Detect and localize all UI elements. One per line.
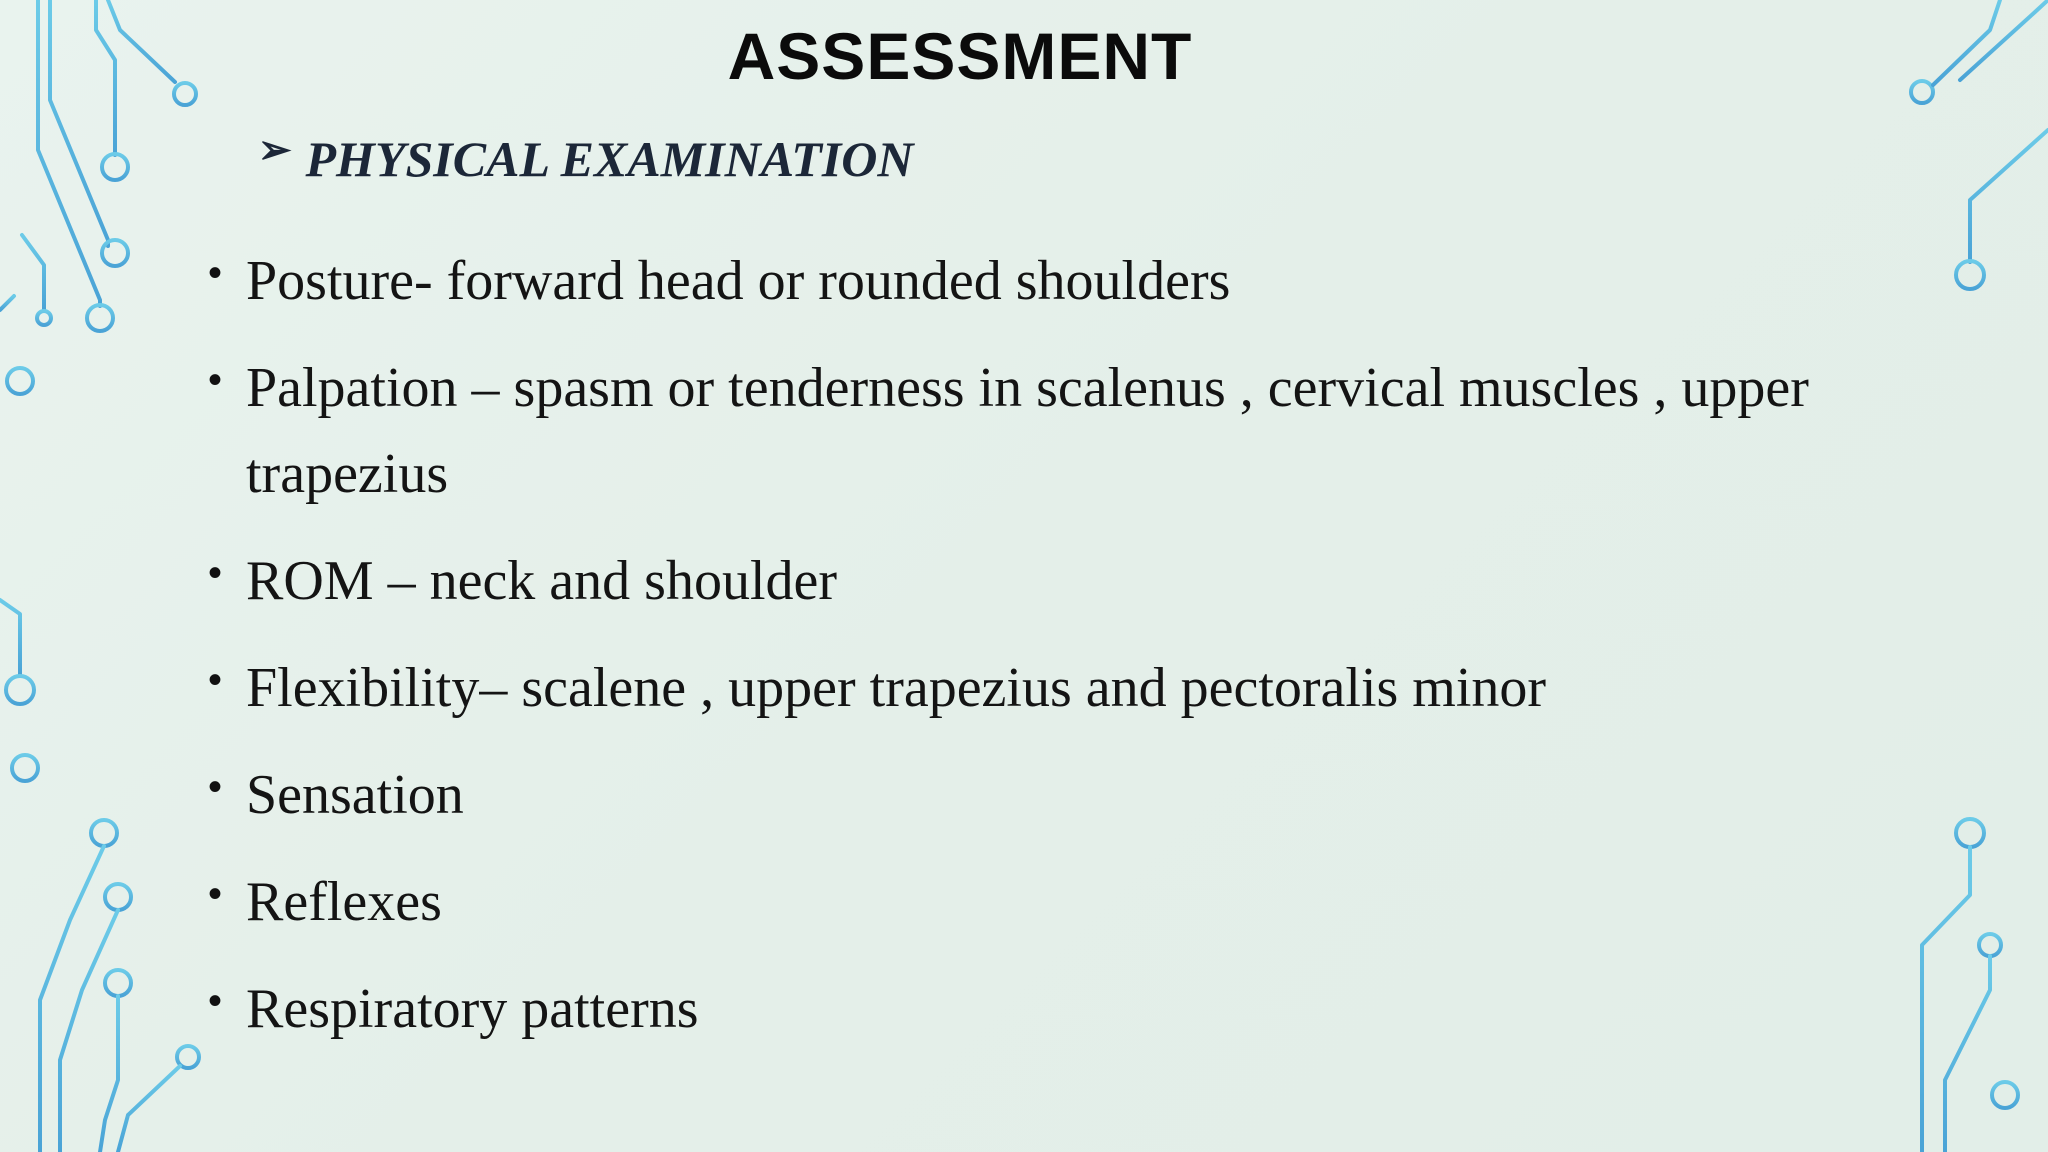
- list-item-text: Flexibility– scalene , upper trapezius and pectoralis minor: [246, 657, 1547, 719]
- bullet-dot-icon: •: [208, 658, 223, 702]
- list-item-text: ROM – neck and shoulder: [246, 550, 838, 612]
- list-item-text: Palpation – spasm or tenderness in scalenus , cervical muscles , upper trapezius: [246, 357, 1809, 505]
- circuit-icon: [40, 820, 199, 1152]
- circuit-icon: [1911, 0, 2048, 289]
- section-heading: [258, 126, 914, 188]
- list-item: [204, 538, 1904, 624]
- list-item: [204, 752, 1904, 838]
- bullet-dot-icon: •: [208, 551, 223, 595]
- arrowhead-bullet-icon: ➢: [258, 126, 292, 172]
- list-item: [204, 345, 1904, 517]
- section-heading-text: PHYSICAL EXAMINATION: [305, 131, 914, 187]
- bullet-dot-icon: •: [208, 358, 223, 402]
- bullet-dot-icon: •: [208, 979, 223, 1023]
- list-item: [204, 238, 1904, 324]
- list-item-text: Sensation: [246, 764, 464, 826]
- list-item: [204, 859, 1904, 945]
- slide-title: ASSESSMENT: [727, 19, 1193, 93]
- list-item-text: Posture- forward head or rounded shoulders: [246, 250, 1231, 312]
- list-item-text: Reflexes: [246, 871, 442, 933]
- list-item: [204, 966, 1904, 1052]
- bullet-dot-icon: •: [208, 872, 223, 916]
- examination-list: [204, 238, 1904, 1073]
- bullet-dot-icon: •: [208, 251, 223, 295]
- bullet-dot-icon: •: [208, 765, 223, 809]
- list-item-text: Respiratory patterns: [246, 978, 699, 1040]
- circuit-icon: [0, 600, 38, 1152]
- list-item: [204, 645, 1904, 731]
- circuit-icon: [1922, 819, 2044, 1152]
